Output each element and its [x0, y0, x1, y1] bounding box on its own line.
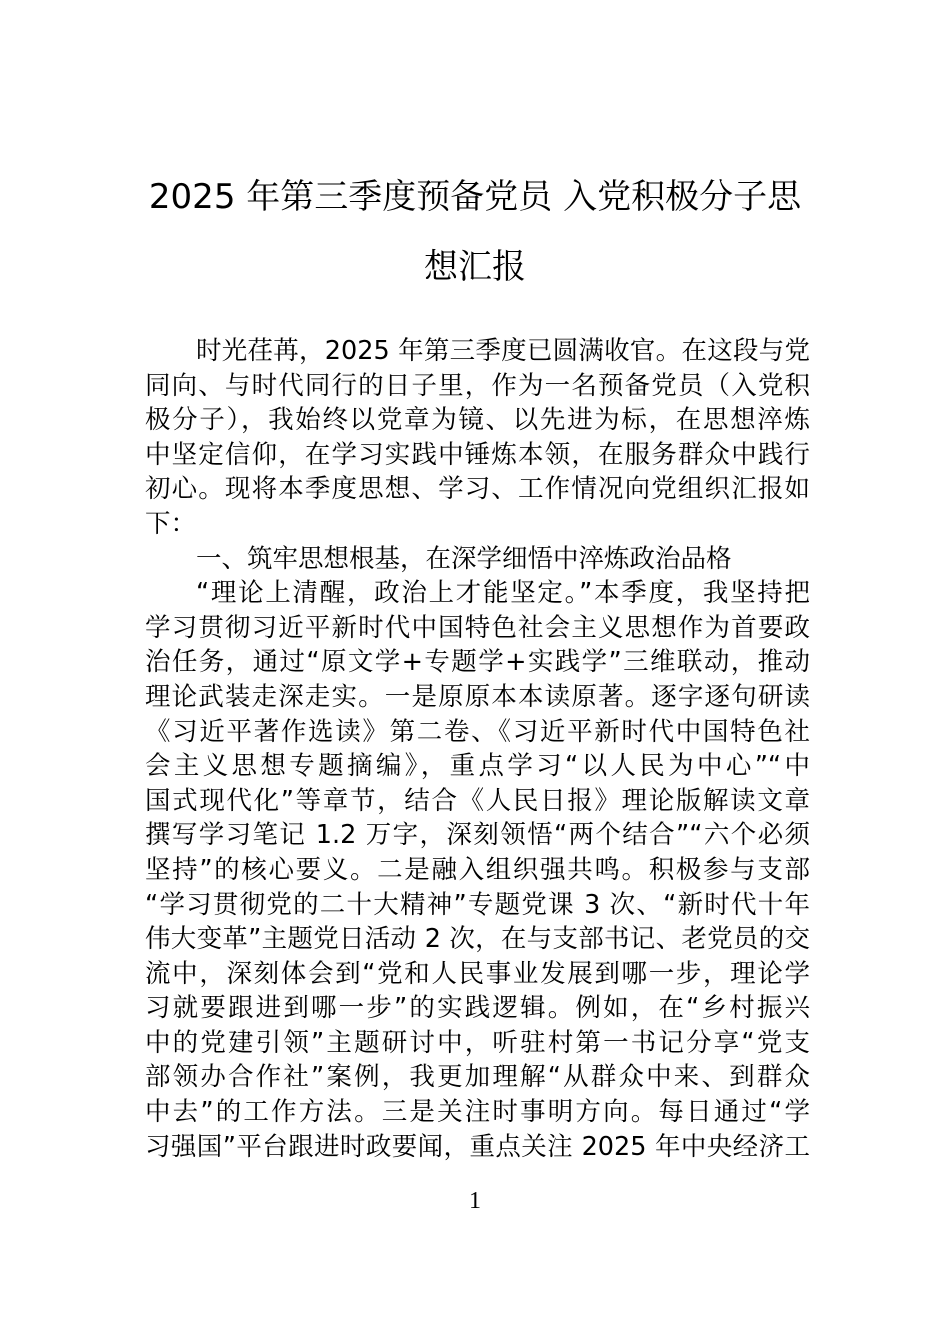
- document-body: [145, 334, 810, 1164]
- paragraph-line: 习就要跟进到哪一步”的实践逻辑。例如，在“乡村振兴: [145, 993, 810, 1024]
- paragraph-line: 治任务，通过“原文学+专题学+实践学”三维联动，推动: [145, 647, 810, 678]
- document-title: [145, 162, 805, 302]
- paragraph-line: 坚持”的核心要义。二是融入组织强共鸣。积极参与支部: [145, 854, 810, 885]
- paragraph-line: 会主义思想专题摘编》，重点学习“以人民为中心”“中: [145, 751, 810, 782]
- title-line-1: 2025 年第三季度预备党员 入党积极分子思: [148, 177, 802, 217]
- paragraph-line: “学习贯彻党的二十大精神”专题党课 3 次、“新时代十年: [145, 889, 810, 920]
- paragraph-line: 中的党建引领”主题研讨中，听驻村第一书记分享“党支: [145, 1027, 810, 1058]
- paragraph-line: 学习贯彻习近平新时代中国特色社会主义思想作为首要政: [145, 612, 810, 643]
- paragraph-line: 极分子），我始终以党章为镜、以先进为标，在思想淬炼: [145, 405, 810, 436]
- paragraph-line: 理论武装走深走实。一是原原本本读原著。逐字逐句研读: [145, 681, 810, 712]
- paragraph-line: 流中，深刻体会到“党和人民事业发展到哪一步，理论学: [145, 958, 810, 989]
- paragraph-line: 同向、与时代同行的日子里，作为一名预备党员（入党积: [145, 370, 810, 401]
- paragraph-line: 习强国”平台跟进时政要闻，重点关注 2025 年中央经济工: [145, 1131, 810, 1162]
- page-number: 1: [469, 1188, 481, 1214]
- paragraph-line: 中去”的工作方法。三是关注时事明方向。每日通过“学: [145, 1097, 810, 1128]
- paragraph-line: 中坚定信仰，在学习实践中锤炼本领，在服务群众中践行: [145, 439, 810, 470]
- paragraph-line: “理论上清醒，政治上才能坚定。”本季度，我坚持把: [196, 578, 810, 609]
- paragraph-line: 部领办合作社”案例，我更加理解“从群众中来、到群众: [145, 1062, 810, 1093]
- paragraph-line: 初心。现将本季度思想、学习、工作情况向党组织汇报如: [145, 474, 810, 505]
- paragraph-line: 《习近平著作选读》第二卷、《习近平新时代中国特色社: [145, 716, 810, 747]
- paragraph-line: 伟大变革”主题党日活动 2 次，在与支部书记、老党员的交: [145, 924, 810, 955]
- paragraph-line: 国式现代化”等章节，结合《人民日报》理论版解读文章: [145, 785, 810, 816]
- title-line-2: 想汇报: [424, 247, 526, 287]
- paragraph-line: 时光荏苒，2025 年第三季度已圆满收官。在这段与党: [196, 336, 810, 366]
- paragraph-line: 下：: [145, 508, 197, 539]
- section-heading: 一、筑牢思想根基，在深学细悟中淬炼政治品格: [196, 543, 732, 574]
- paragraph-line: 撰写学习笔记 1.2 万字，深刻领悟“两个结合”“六个必须: [145, 820, 810, 851]
